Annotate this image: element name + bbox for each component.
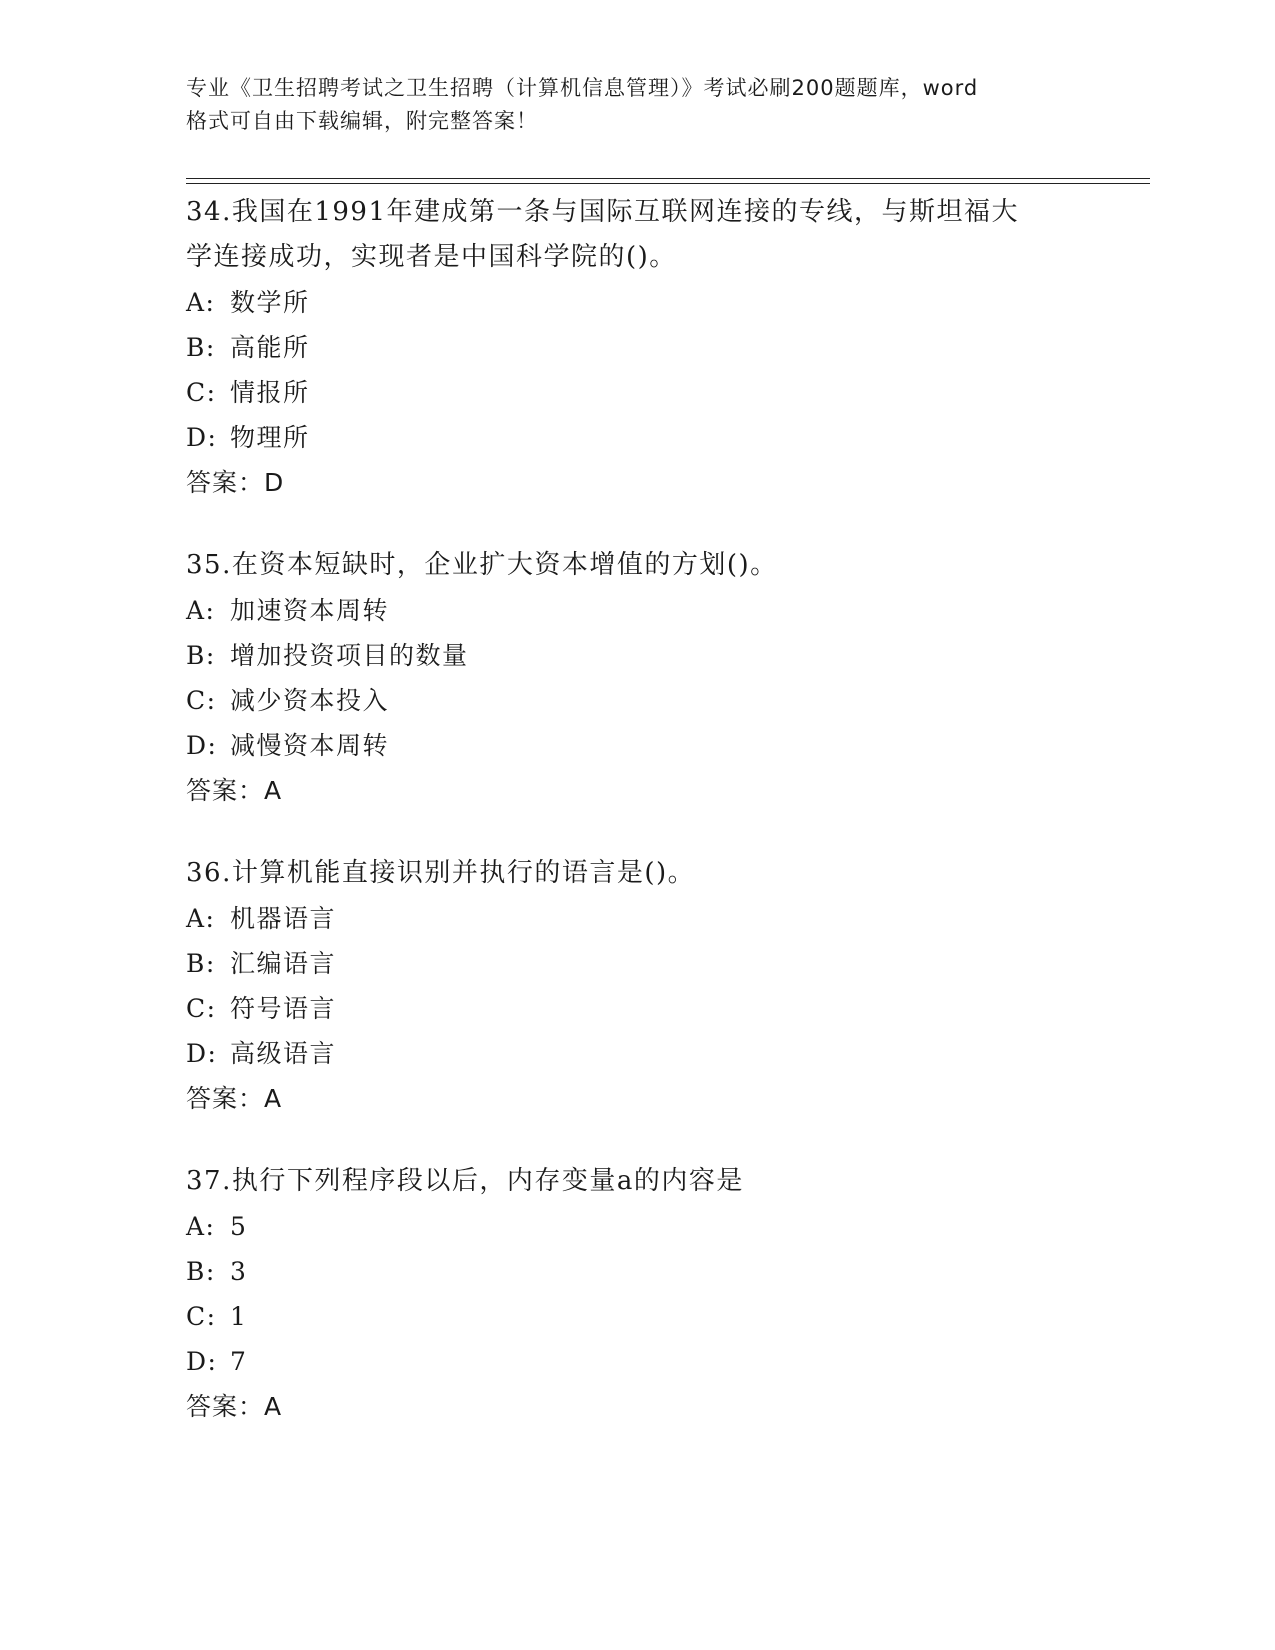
option-text: 3 — [230, 1257, 248, 1286]
option-text: 增加投资项目的数量 — [230, 641, 469, 670]
option-text: 数学所 — [230, 288, 310, 317]
question-37 — [186, 1159, 1086, 1429]
option-c — [186, 678, 1086, 723]
question-stem: 36.计算机能直接识别并执行的语言是()。 — [186, 858, 696, 888]
option-text: 物理所 — [230, 423, 310, 452]
option-c — [186, 370, 1086, 415]
question-stem-continued: 学连接成功，实现者是中国科学院的()。 — [186, 242, 677, 272]
option-a — [186, 588, 1086, 633]
option-c — [186, 1294, 1086, 1339]
option-letter: B: — [186, 1257, 216, 1286]
option-letter: B: — [186, 641, 216, 670]
question-35 — [186, 543, 1086, 813]
option-c — [186, 986, 1086, 1031]
option-text: 情报所 — [230, 378, 310, 407]
option-letter: D: — [186, 423, 218, 452]
option-b — [186, 325, 1086, 370]
option-text: 减慢资本周转 — [230, 731, 390, 760]
option-letter: A: — [186, 904, 216, 933]
option-text: 符号语言 — [230, 994, 337, 1023]
option-d — [186, 723, 1086, 768]
header-line-1: 专业《卫生招聘考试之卫生招聘（计算机信息管理）》考试必刷200题题库，word — [186, 76, 979, 100]
option-b — [186, 941, 1086, 986]
question-stem: 35.在资本短缺时，企业扩大资本增值的方划()。 — [186, 550, 778, 580]
option-text: 1 — [230, 1302, 248, 1331]
question-34 — [186, 190, 1086, 505]
option-letter: C: — [186, 1302, 217, 1331]
answer: 答案：D — [186, 468, 285, 497]
option-a — [186, 896, 1086, 941]
question-list — [186, 190, 1086, 1467]
option-letter: C: — [186, 994, 217, 1023]
option-letter: C: — [186, 378, 217, 407]
option-text: 高能所 — [230, 333, 310, 362]
option-letter: A: — [186, 288, 216, 317]
option-letter: D: — [186, 1347, 218, 1376]
option-text: 加速资本周转 — [230, 596, 390, 625]
option-d — [186, 1339, 1086, 1384]
option-text: 机器语言 — [230, 904, 337, 933]
header-line-2: 格式可自由下载编辑，附完整答案！ — [186, 109, 538, 133]
option-b — [186, 633, 1086, 678]
option-letter: A: — [186, 596, 216, 625]
header-divider-top — [186, 178, 1150, 179]
option-letter: C: — [186, 686, 217, 715]
option-letter: A: — [186, 1212, 216, 1241]
option-text: 汇编语言 — [230, 949, 337, 978]
option-text: 高级语言 — [230, 1039, 337, 1068]
option-letter: B: — [186, 949, 216, 978]
header-divider-bottom — [186, 183, 1150, 184]
option-d — [186, 415, 1086, 460]
question-36 — [186, 851, 1086, 1121]
option-a — [186, 1204, 1086, 1249]
option-letter: D: — [186, 731, 218, 760]
question-stem: 34.我国在1991年建成第一条与国际互联网连接的专线，与斯坦福大 — [186, 197, 1020, 227]
option-b — [186, 1249, 1086, 1294]
answer: 答案：A — [186, 1392, 283, 1421]
option-d — [186, 1031, 1086, 1076]
answer: 答案：A — [186, 1084, 283, 1113]
option-letter: D: — [186, 1039, 218, 1068]
option-text: 减少资本投入 — [230, 686, 390, 715]
option-letter: B: — [186, 333, 216, 362]
option-text: 7 — [230, 1347, 248, 1376]
document-header — [186, 72, 1086, 138]
question-stem: 37.执行下列程序段以后，内存变量a的内容是 — [186, 1166, 744, 1196]
answer: 答案：A — [186, 776, 283, 805]
option-a — [186, 280, 1086, 325]
option-text: 5 — [230, 1212, 248, 1241]
